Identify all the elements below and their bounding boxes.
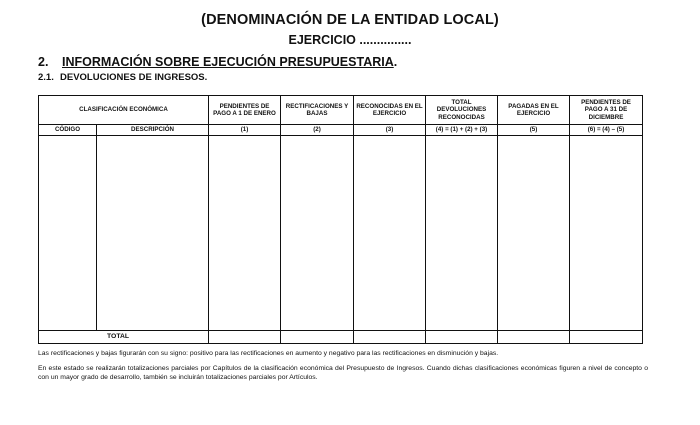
footnote-totalizaciones: En este estado se realizarán totalizaciones parciales por Capítulos de la clasificación económica del Presupuesto de Ingresos. Cuando dichas clasificaciones económicas figuren a nivel de concepto o con un mayor grado de desarrollo, también se incluirán totalizaciones parciales por Artículos. [38,365,648,382]
subsection-number: 2.1. [38,72,54,83]
formula-col-4: (4) = (1) + (2) + (3) [426,125,498,136]
footnote-rectificaciones: Las rectificaciones y bajas figurarán con su signo: positivo para las rectificaciones en aumento y negativo para las rectificaciones en disminución y bajas. [38,350,499,357]
section-heading [38,55,397,69]
header-col-2: RECTIFICACIONES Y BAJAS [281,96,354,125]
subsection-label: DEVOLUCIONES DE INGRESOS. [60,72,208,83]
section-number: 2. [38,55,49,69]
body-cell-col-1 [209,136,281,331]
header-col-6: PENDIENTES DE PAGO A 31 DE DICIEMBRE [570,96,643,125]
header-col-3: RECONOCIDAS EN EL EJERCICIO [354,96,426,125]
header-clasificacion: CLASIFICACIÓN ECONÓMICA [39,96,209,125]
body-cell-col-3 [354,136,426,331]
devoluciones-table [38,95,643,344]
header-descripcion: DESCRIPCIÓN [97,125,209,136]
header-codigo: CÓDIGO [39,125,97,136]
body-cell-col-2 [281,136,354,331]
header-col-4: TOTAL DEVOLUCIONES RECONOCIDAS [426,96,498,125]
total-cell-col-5 [498,331,570,344]
table-subheader-row [39,125,643,136]
body-cell-col-5 [498,136,570,331]
formula-col-5: (5) [498,125,570,136]
header-col-1: PENDIENTES DE PAGO A 1 DE ENERO [209,96,281,125]
formula-col-1: (1) [209,125,281,136]
table-total-row [39,331,643,344]
formula-col-2: (2) [281,125,354,136]
total-cell-col-2 [281,331,354,344]
body-cell-col-6 [570,136,643,331]
page-subtitle: EJERCICIO ............... [288,33,412,47]
page-title: (DENOMINACIÓN DE LA ENTIDAD LOCAL) [201,12,499,28]
body-cell-codigo [39,136,97,331]
subsection-heading [38,72,207,83]
table-header-row [39,96,643,125]
formula-col-3: (3) [354,125,426,136]
formula-col-6: (6) = (4) – (5) [570,125,643,136]
body-cell-col-4 [426,136,498,331]
header-col-5: PAGADAS EN EL EJERCICIO [498,96,570,125]
body-cell-descripcion [97,136,209,331]
total-cell-col-6 [570,331,643,344]
section-label: INFORMACIÓN SOBRE EJECUCIÓN PRESUPUESTARIA [62,55,394,69]
table-body-row [39,136,643,331]
total-cell-col-3 [354,331,426,344]
total-cell-col-4 [426,331,498,344]
total-label: TOTAL [39,331,209,344]
total-cell-col-1 [209,331,281,344]
section-suffix: . [393,55,398,69]
